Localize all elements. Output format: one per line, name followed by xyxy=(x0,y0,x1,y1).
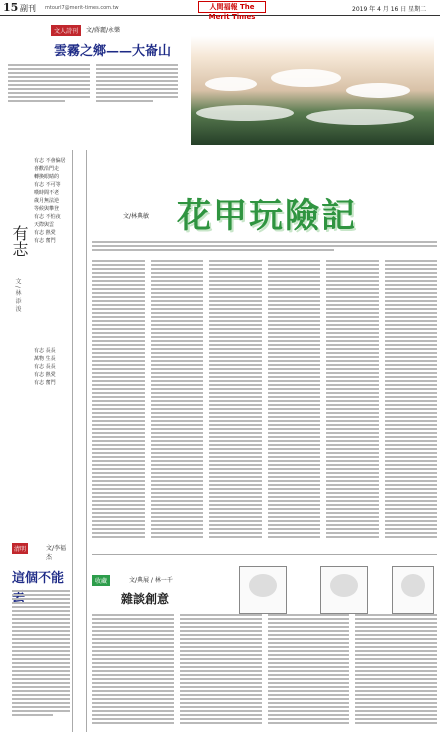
article-column xyxy=(326,260,379,551)
poem-column-left xyxy=(8,64,90,152)
collector-column xyxy=(180,614,262,730)
collector-column xyxy=(268,614,350,730)
actor-stamp-middle xyxy=(320,566,368,614)
left-poem-title: 有志 xyxy=(10,225,29,257)
actor-stamp-left xyxy=(239,566,287,614)
article-column xyxy=(268,260,321,551)
collector-column xyxy=(355,614,437,730)
collector-tag: 收藏 xyxy=(92,575,110,586)
poem-title: 雲霧之鄉——大崙山 xyxy=(54,44,172,59)
left-poem-text: 有志 不會偏居 喜歡沿門走 轉換眼睛的 有志 不可等 嘆時間不老 歲月無法逆 等候與攀登 有志 不怕夜 天際與雲 有志 熱愛 有志 奮鬥 xyxy=(34,158,66,244)
left-poem-text-second: 有志 長長 萬物 生長 有志 長長 有志 熱愛 有志 奮鬥 xyxy=(34,348,56,386)
page-header xyxy=(0,0,440,21)
left-column xyxy=(4,152,68,734)
section-name: 副刊 xyxy=(20,4,36,13)
page-number: 15 xyxy=(3,1,19,14)
article-title: 花甲玩險記 xyxy=(177,196,357,236)
collector-title: 雜談創意 xyxy=(121,592,170,606)
article-column xyxy=(151,260,204,551)
collector-column xyxy=(92,614,174,730)
poem-tag: 文人詩刊 xyxy=(51,25,81,36)
left-poem-author: 文 / 林 添 浚 xyxy=(14,278,21,312)
essay-tag: 清明 xyxy=(12,543,28,554)
email-address: mtourl7@merit-times.com.tw xyxy=(45,5,119,11)
collector-author: 文/典展 / 林一千 xyxy=(129,577,173,584)
poem-author: 文/蔣麗/永樂 xyxy=(86,27,121,34)
essay-title: 這個不能 xyxy=(12,571,65,586)
article-column xyxy=(209,260,262,551)
poem-body xyxy=(8,64,178,152)
article-column xyxy=(385,260,438,551)
article-lead xyxy=(92,241,437,253)
poem-column-right xyxy=(96,64,178,152)
article-body xyxy=(92,260,437,551)
publication-date: 2019 年 4 月 16 日 星期二 xyxy=(352,6,427,13)
collector-body xyxy=(92,614,437,730)
article-author: 文/林典敏 xyxy=(123,213,150,220)
mountain-landscape-photo xyxy=(191,21,434,145)
newspaper-logo: 人間福報 The Merit Times xyxy=(198,1,266,13)
actor-stamp-right xyxy=(392,566,434,614)
essay-author: 文/李福杰 xyxy=(46,545,67,561)
essay-body xyxy=(12,590,70,718)
article-column xyxy=(92,260,145,551)
